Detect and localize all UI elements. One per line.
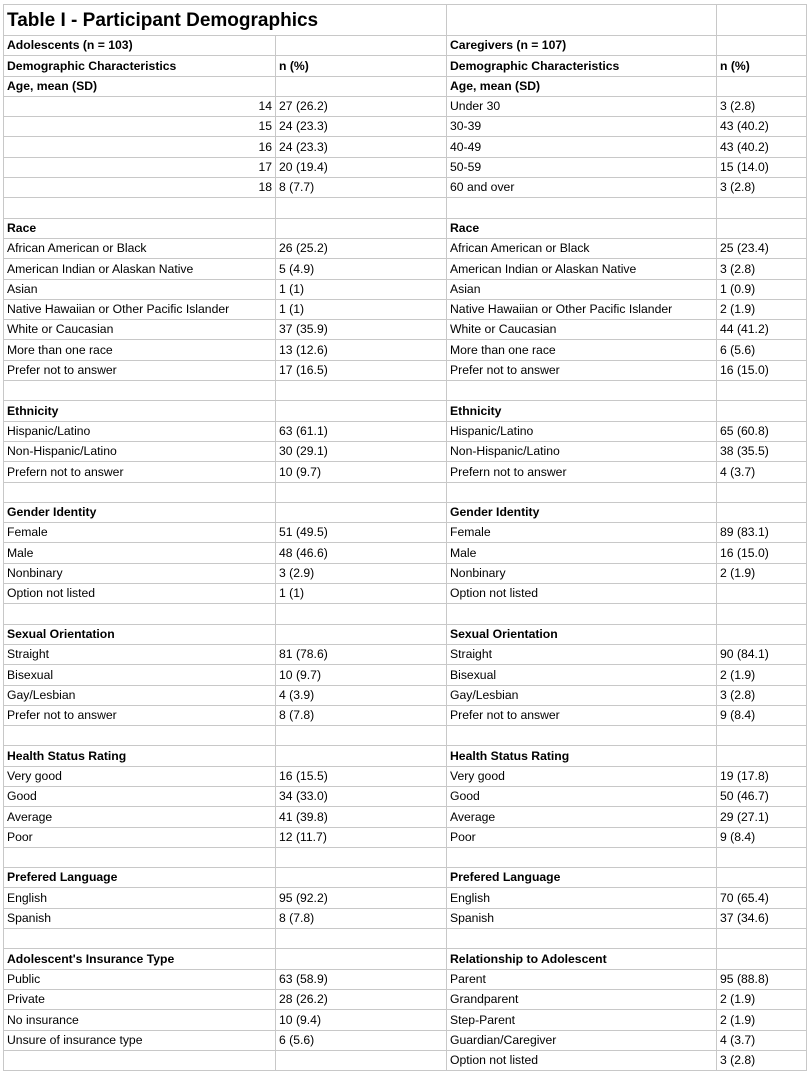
empty-cell	[276, 482, 447, 502]
empty-cell	[717, 847, 807, 867]
adolescent-characteristic-cell: Asian	[4, 279, 276, 299]
adolescent-count-cell: 4 (3.9)	[276, 685, 447, 705]
table-row	[4, 178, 807, 198]
adolescent-count-cell: 20 (19.4)	[276, 157, 447, 177]
adolescent-age-value: 17	[4, 157, 276, 177]
empty-cell	[717, 381, 807, 401]
empty-cell	[447, 604, 717, 624]
caregiver-characteristic-cell: Poor	[447, 827, 717, 847]
empty-cell	[276, 604, 447, 624]
caregiver-count-cell: 95 (88.8)	[717, 969, 807, 989]
adolescent-count-cell: 51 (49.5)	[276, 523, 447, 543]
caregiver-count-cell: 16 (15.0)	[717, 543, 807, 563]
empty-cell	[276, 36, 447, 56]
caregiver-characteristic-cell: Prefern not to answer	[447, 462, 717, 482]
blank-row	[4, 381, 807, 401]
blank-row	[4, 604, 807, 624]
empty-cell	[276, 218, 447, 238]
adolescent-characteristic-cell: No insurance	[4, 1010, 276, 1030]
caregiver-count-cell: 29 (27.1)	[717, 807, 807, 827]
empty-cell	[717, 218, 807, 238]
empty-cell	[4, 604, 276, 624]
caregiver-characteristic-cell: Spanish	[447, 908, 717, 928]
adolescents-n-header: n (%)	[276, 56, 447, 76]
empty-cell	[4, 726, 276, 746]
adolescent-count-cell: 1 (1)	[276, 299, 447, 319]
table-row	[4, 320, 807, 340]
adolescent-count-cell: 5 (4.9)	[276, 259, 447, 279]
section-header-row	[4, 868, 807, 888]
adolescent-count-cell: 81 (78.6)	[276, 644, 447, 664]
adolescent-count-cell: 16 (15.5)	[276, 766, 447, 786]
table-row	[4, 157, 807, 177]
adolescent-age-value: 16	[4, 137, 276, 157]
empty-cell	[717, 746, 807, 766]
adolescents-section-header: Sexual Orientation	[4, 624, 276, 644]
adolescent-count-cell: 1 (1)	[276, 279, 447, 299]
caregiver-count-cell: 2 (1.9)	[717, 1010, 807, 1030]
table-row	[4, 665, 807, 685]
adolescents-characteristics-header: Demographic Characteristics	[4, 56, 276, 76]
caregiver-count-cell: 9 (8.4)	[717, 705, 807, 725]
caregiver-characteristic-cell: More than one race	[447, 340, 717, 360]
empty-cell	[717, 929, 807, 949]
table-row	[4, 1030, 807, 1050]
caregiver-count-cell: 2 (1.9)	[717, 563, 807, 583]
caregiver-characteristic-cell: Guardian/Caregiver	[447, 1030, 717, 1050]
adolescents-group-label: Adolescents (n = 103)	[4, 36, 276, 56]
adolescents-section-header: Prefered Language	[4, 868, 276, 888]
empty-cell	[276, 929, 447, 949]
adolescent-count-cell	[276, 1050, 447, 1070]
adolescents-section-header: Age, mean (SD)	[4, 76, 276, 96]
caregiver-characteristic-cell: Grandparent	[447, 989, 717, 1009]
caregiver-characteristic-cell: African American or Black	[447, 238, 717, 258]
empty-cell	[717, 5, 807, 36]
caregiver-count-cell: 3 (2.8)	[717, 685, 807, 705]
adolescent-count-cell: 28 (26.2)	[276, 989, 447, 1009]
caregiver-count-cell: 16 (15.0)	[717, 360, 807, 380]
caregiver-count-cell: 37 (34.6)	[717, 908, 807, 928]
empty-cell	[276, 381, 447, 401]
table-row	[4, 807, 807, 827]
adolescent-age-value: 18	[4, 178, 276, 198]
caregiver-characteristic-cell: Asian	[447, 279, 717, 299]
adolescent-count-cell: 41 (39.8)	[276, 807, 447, 827]
blank-row	[4, 847, 807, 867]
adolescents-section-header: Adolescent's Insurance Type	[4, 949, 276, 969]
adolescent-count-cell: 17 (16.5)	[276, 360, 447, 380]
table-row	[4, 421, 807, 441]
adolescent-characteristic-cell: Gay/Lesbian	[4, 685, 276, 705]
adolescent-count-cell: 95 (92.2)	[276, 888, 447, 908]
caregiver-characteristic-cell: Non-Hispanic/Latino	[447, 441, 717, 461]
empty-cell	[717, 502, 807, 522]
adolescent-characteristic-cell: Prefern not to answer	[4, 462, 276, 482]
blank-row	[4, 482, 807, 502]
caregiver-characteristic-cell: Prefer not to answer	[447, 360, 717, 380]
adolescent-characteristic-cell: Option not listed	[4, 584, 276, 604]
caregiver-count-cell: 2 (1.9)	[717, 989, 807, 1009]
adolescent-characteristic-cell: American Indian or Alaskan Native	[4, 259, 276, 279]
table-row	[4, 685, 807, 705]
adolescents-section-header: Race	[4, 218, 276, 238]
adolescent-characteristic-cell: Male	[4, 543, 276, 563]
caregiver-characteristic-cell: Option not listed	[447, 1050, 717, 1070]
empty-cell	[276, 76, 447, 96]
caregiver-characteristic-cell: Step-Parent	[447, 1010, 717, 1030]
section-header-row	[4, 746, 807, 766]
adolescent-count-cell: 3 (2.9)	[276, 563, 447, 583]
section-header-row	[4, 502, 807, 522]
adolescent-count-cell: 24 (23.3)	[276, 117, 447, 137]
caregivers-n-header: n (%)	[717, 56, 807, 76]
adolescent-count-cell: 30 (29.1)	[276, 441, 447, 461]
caregiver-count-cell: 90 (84.1)	[717, 644, 807, 664]
table-title: Table I - Participant Demographics	[4, 5, 447, 36]
empty-cell	[4, 929, 276, 949]
caregivers-section-header: Gender Identity	[447, 502, 717, 522]
adolescent-characteristic-cell: Average	[4, 807, 276, 827]
empty-cell	[447, 482, 717, 502]
adolescent-characteristic-cell: Nonbinary	[4, 563, 276, 583]
table-row	[4, 644, 807, 664]
caregiver-characteristic-cell: Parent	[447, 969, 717, 989]
adolescent-characteristic-cell: Unsure of insurance type	[4, 1030, 276, 1050]
table-row	[4, 238, 807, 258]
caregiver-characteristic-cell: Option not listed	[447, 584, 717, 604]
section-header-row	[4, 76, 807, 96]
table-row	[4, 299, 807, 319]
caregiver-count-cell: 43 (40.2)	[717, 117, 807, 137]
empty-cell	[276, 949, 447, 969]
empty-cell	[717, 76, 807, 96]
adolescent-count-cell: 26 (25.2)	[276, 238, 447, 258]
adolescent-count-cell: 10 (9.7)	[276, 462, 447, 482]
table-row	[4, 462, 807, 482]
adolescent-count-cell: 24 (23.3)	[276, 137, 447, 157]
section-header-row	[4, 401, 807, 421]
empty-cell	[717, 868, 807, 888]
adolescent-count-cell: 63 (61.1)	[276, 421, 447, 441]
caregivers-section-header: Race	[447, 218, 717, 238]
empty-cell	[4, 482, 276, 502]
empty-cell	[276, 726, 447, 746]
table-row	[4, 786, 807, 806]
table-row	[4, 584, 807, 604]
adolescent-count-cell: 63 (58.9)	[276, 969, 447, 989]
caregiver-characteristic-cell: 60 and over	[447, 178, 717, 198]
table-row	[4, 340, 807, 360]
blank-row	[4, 929, 807, 949]
adolescent-characteristic-cell: Straight	[4, 644, 276, 664]
adolescents-section-header: Ethnicity	[4, 401, 276, 421]
empty-cell	[447, 726, 717, 746]
caregiver-characteristic-cell: Gay/Lesbian	[447, 685, 717, 705]
caregiver-characteristic-cell: Hispanic/Latino	[447, 421, 717, 441]
empty-cell	[717, 198, 807, 218]
caregiver-characteristic-cell: Male	[447, 543, 717, 563]
adolescent-characteristic-cell: Good	[4, 786, 276, 806]
caregiver-characteristic-cell: 50-59	[447, 157, 717, 177]
blank-row	[4, 726, 807, 746]
empty-cell	[447, 381, 717, 401]
caregiver-count-cell: 4 (3.7)	[717, 462, 807, 482]
caregivers-section-header: Sexual Orientation	[447, 624, 717, 644]
empty-cell	[276, 746, 447, 766]
adolescent-age-value: 14	[4, 96, 276, 116]
adolescent-characteristic-cell: More than one race	[4, 340, 276, 360]
adolescent-characteristic-cell: Bisexual	[4, 665, 276, 685]
caregiver-characteristic-cell: Nonbinary	[447, 563, 717, 583]
table-row	[4, 117, 807, 137]
table-row	[4, 563, 807, 583]
table-row	[4, 989, 807, 1009]
caregiver-characteristic-cell: Prefer not to answer	[447, 705, 717, 725]
caregiver-count-cell: 6 (5.6)	[717, 340, 807, 360]
empty-cell	[717, 604, 807, 624]
adolescent-characteristic-cell: Female	[4, 523, 276, 543]
caregivers-section-header: Ethnicity	[447, 401, 717, 421]
adolescent-count-cell: 6 (5.6)	[276, 1030, 447, 1050]
adolescent-characteristic-cell: Hispanic/Latino	[4, 421, 276, 441]
empty-cell	[717, 482, 807, 502]
empty-cell	[276, 624, 447, 644]
adolescent-count-cell: 10 (9.7)	[276, 665, 447, 685]
caregiver-count-cell: 3 (2.8)	[717, 178, 807, 198]
caregiver-characteristic-cell: English	[447, 888, 717, 908]
caregiver-count-cell: 1 (0.9)	[717, 279, 807, 299]
caregiver-count-cell: 3 (2.8)	[717, 1050, 807, 1070]
caregiver-characteristic-cell: Good	[447, 786, 717, 806]
caregiver-count-cell: 4 (3.7)	[717, 1030, 807, 1050]
blank-row	[4, 198, 807, 218]
caregivers-section-header: Health Status Rating	[447, 746, 717, 766]
adolescent-count-cell: 34 (33.0)	[276, 786, 447, 806]
adolescent-count-cell: 10 (9.4)	[276, 1010, 447, 1030]
caregiver-count-cell: 19 (17.8)	[717, 766, 807, 786]
caregiver-count-cell: 2 (1.9)	[717, 665, 807, 685]
caregiver-characteristic-cell: White or Caucasian	[447, 320, 717, 340]
caregiver-count-cell: 9 (8.4)	[717, 827, 807, 847]
caregiver-count-cell: 70 (65.4)	[717, 888, 807, 908]
title-row	[4, 5, 807, 36]
adolescent-count-cell: 8 (7.7)	[276, 178, 447, 198]
caregiver-count-cell: 15 (14.0)	[717, 157, 807, 177]
adolescents-section-header: Health Status Rating	[4, 746, 276, 766]
table-row	[4, 908, 807, 928]
caregiver-characteristic-cell: Female	[447, 523, 717, 543]
caregiver-count-cell: 25 (23.4)	[717, 238, 807, 258]
empty-cell	[717, 726, 807, 746]
adolescent-count-cell: 13 (12.6)	[276, 340, 447, 360]
adolescent-count-cell: 27 (26.2)	[276, 96, 447, 116]
adolescent-count-cell: 1 (1)	[276, 584, 447, 604]
caregiver-count-cell: 3 (2.8)	[717, 96, 807, 116]
adolescent-characteristic-cell: English	[4, 888, 276, 908]
adolescent-count-cell: 48 (46.6)	[276, 543, 447, 563]
empty-cell	[447, 5, 717, 36]
caregiver-characteristic-cell: American Indian or Alaskan Native	[447, 259, 717, 279]
empty-cell	[276, 847, 447, 867]
caregivers-group-label: Caregivers (n = 107)	[447, 36, 717, 56]
empty-cell	[276, 502, 447, 522]
empty-cell	[717, 401, 807, 421]
adolescent-count-cell: 8 (7.8)	[276, 705, 447, 725]
empty-cell	[4, 847, 276, 867]
caregivers-section-header: Prefered Language	[447, 868, 717, 888]
section-header-row	[4, 624, 807, 644]
empty-cell	[4, 381, 276, 401]
caregiver-count-cell: 89 (83.1)	[717, 523, 807, 543]
caregiver-characteristic-cell: Average	[447, 807, 717, 827]
caregivers-characteristics-header: Demographic Characteristics	[447, 56, 717, 76]
table-row	[4, 137, 807, 157]
caregivers-section-header: Relationship to Adolescent	[447, 949, 717, 969]
column-header-row	[4, 56, 807, 76]
table-row	[4, 827, 807, 847]
caregiver-count-cell: 44 (41.2)	[717, 320, 807, 340]
caregiver-count-cell: 65 (60.8)	[717, 421, 807, 441]
empty-cell	[276, 198, 447, 218]
empty-cell	[717, 949, 807, 969]
table-row	[4, 523, 807, 543]
empty-cell	[447, 847, 717, 867]
section-header-row	[4, 218, 807, 238]
table-row	[4, 1010, 807, 1030]
caregiver-count-cell: 2 (1.9)	[717, 299, 807, 319]
adolescent-characteristic-cell: Poor	[4, 827, 276, 847]
adolescent-characteristic-cell: White or Caucasian	[4, 320, 276, 340]
adolescents-section-header: Gender Identity	[4, 502, 276, 522]
empty-cell	[276, 868, 447, 888]
caregiver-count-cell: 3 (2.8)	[717, 259, 807, 279]
adolescent-count-cell: 8 (7.8)	[276, 908, 447, 928]
caregiver-count-cell: 38 (35.5)	[717, 441, 807, 461]
adolescent-characteristic-cell: Public	[4, 969, 276, 989]
table-row	[4, 259, 807, 279]
table-row	[4, 360, 807, 380]
empty-cell	[717, 624, 807, 644]
caregiver-characteristic-cell: Straight	[447, 644, 717, 664]
empty-cell	[4, 198, 276, 218]
demographics-table	[3, 4, 807, 1071]
adolescent-count-cell: 12 (11.7)	[276, 827, 447, 847]
caregiver-characteristic-cell: 30-39	[447, 117, 717, 137]
empty-cell	[447, 198, 717, 218]
table-row	[4, 705, 807, 725]
table-row	[4, 888, 807, 908]
empty-cell	[447, 929, 717, 949]
adolescent-characteristic-cell: Native Hawaiian or Other Pacific Islander	[4, 299, 276, 319]
adolescent-characteristic-cell: Prefer not to answer	[4, 360, 276, 380]
table-row	[4, 1050, 807, 1070]
section-header-row	[4, 949, 807, 969]
adolescent-characteristic-cell: Prefer not to answer	[4, 705, 276, 725]
table-row	[4, 96, 807, 116]
empty-cell	[276, 401, 447, 421]
caregiver-count-cell: 43 (40.2)	[717, 137, 807, 157]
table-row	[4, 766, 807, 786]
caregiver-characteristic-cell: Bisexual	[447, 665, 717, 685]
caregiver-characteristic-cell: Very good	[447, 766, 717, 786]
empty-cell	[717, 36, 807, 56]
table-row	[4, 969, 807, 989]
caregiver-count-cell	[717, 584, 807, 604]
caregiver-characteristic-cell: 40-49	[447, 137, 717, 157]
table-body	[4, 5, 807, 1071]
adolescent-characteristic-cell: Non-Hispanic/Latino	[4, 441, 276, 461]
table-row	[4, 279, 807, 299]
adolescent-characteristic-cell: Private	[4, 989, 276, 1009]
caregiver-count-cell: 50 (46.7)	[717, 786, 807, 806]
adolescent-characteristic-cell	[4, 1050, 276, 1070]
adolescent-characteristic-cell: Spanish	[4, 908, 276, 928]
adolescent-characteristic-cell: African American or Black	[4, 238, 276, 258]
caregivers-section-header: Age, mean (SD)	[447, 76, 717, 96]
group-row	[4, 36, 807, 56]
adolescent-age-value: 15	[4, 117, 276, 137]
adolescent-count-cell: 37 (35.9)	[276, 320, 447, 340]
caregiver-characteristic-cell: Native Hawaiian or Other Pacific Islander	[447, 299, 717, 319]
table-row	[4, 441, 807, 461]
adolescent-characteristic-cell: Very good	[4, 766, 276, 786]
table-row	[4, 543, 807, 563]
caregiver-characteristic-cell: Under 30	[447, 96, 717, 116]
